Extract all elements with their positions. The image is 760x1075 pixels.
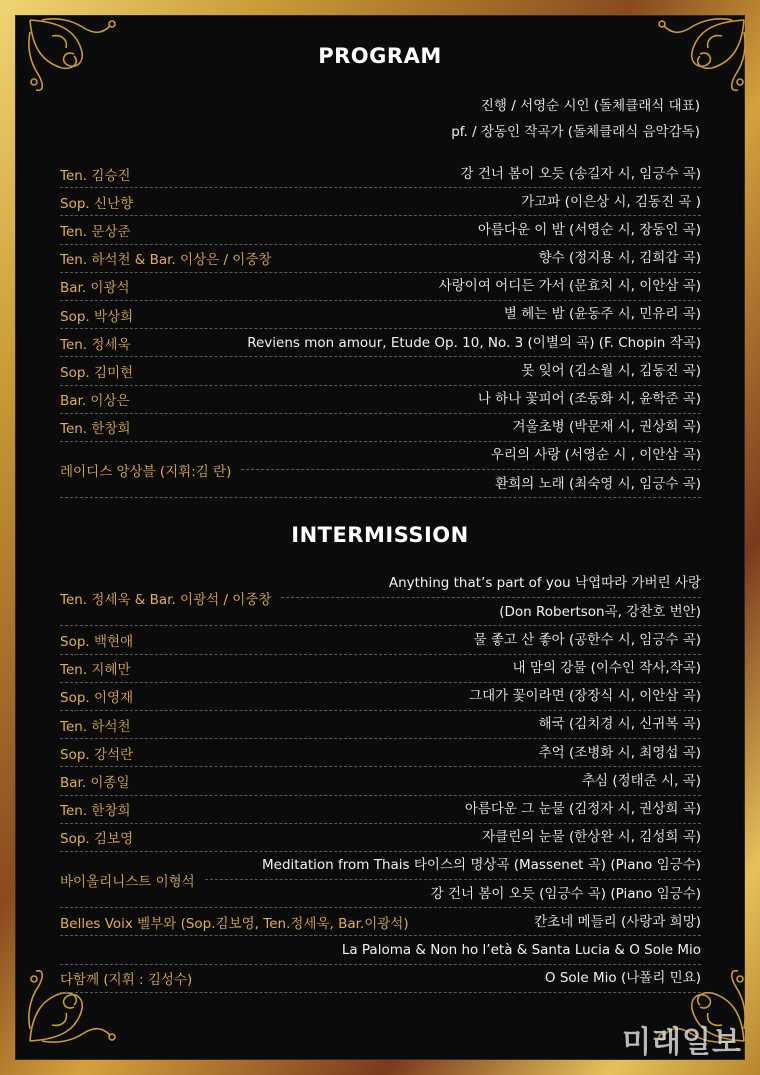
piece-title: 별 헤는 밤 (윤동주 시, 민유리 곡) (503, 306, 701, 323)
piece-list (281, 569, 701, 626)
program-row (60, 739, 701, 767)
performer-name: Ten. 하석천 (60, 718, 131, 735)
piece-list (281, 244, 701, 272)
piece-title: 추억 (조병화 시, 최영섭 곡) (538, 744, 701, 761)
performer-name: Bar. 이광석 (60, 280, 130, 297)
performer-name: Ten. 한창희 (60, 803, 131, 820)
program-row (60, 245, 701, 273)
program-row (60, 796, 701, 824)
performer-name: Ten. 정세욱 & Bar. 이광석 / 이중창 (60, 591, 272, 608)
piece-list (241, 441, 701, 498)
piece-title: 물 좋고 산 좋아 (공한수 시, 임긍수 곡) (473, 631, 701, 648)
performer-name: Sop. 강석란 (60, 746, 134, 763)
piece-title: 강 건너 봄이 오듯 (송길자 시, 임긍수 곡) (460, 165, 701, 182)
performer-name: 다함께 (지휘 : 김성수) (60, 972, 193, 989)
piece-list (143, 626, 701, 654)
piece-title: 아름다운 그 눈물 (김정자 시, 권상희 곡) (464, 801, 701, 818)
piece-list (143, 823, 701, 851)
program-title: PROGRAM (318, 44, 442, 68)
program-row (60, 570, 701, 626)
piece-list (60, 936, 701, 964)
piece-list (143, 739, 701, 767)
program-row (60, 936, 701, 964)
piece-list (143, 357, 701, 385)
newspaper-watermark: 미래일보 (622, 1025, 742, 1060)
program-row (60, 301, 701, 329)
piece-list (143, 188, 701, 216)
performer-name: Ten. 정세욱 (60, 336, 131, 353)
piece-title: 환희의 노래 (최숙영 시, 임긍수 곡) (241, 469, 701, 498)
piece-list (141, 216, 701, 244)
piece-title: 강 건너 봄이 오듯 (임긍수 곡) (Piano 임긍수) (205, 879, 701, 908)
program-row (60, 626, 701, 654)
piece-title: 칸초네 메들리 (사랑과 희망) (534, 913, 701, 930)
performer-name: Sop. 이영재 (60, 690, 134, 707)
performer-name: Ten. 김승진 (60, 167, 131, 184)
piece-title: 자클린의 눈물 (한상완 시, 김성희 곡) (482, 829, 701, 846)
program-row (60, 908, 701, 936)
host-line: 진행 / 서영순 시인 (돌체클래식 대표) (480, 98, 700, 114)
program-row (60, 824, 701, 852)
piece-list (140, 385, 701, 413)
piece-title: O Sole Mio (나폴리 민요) (544, 970, 701, 987)
piece-list (143, 682, 701, 710)
piece-title: 그대가 꽃이라면 (장장식 시, 이안삼 곡) (469, 688, 701, 705)
piece-list (141, 329, 701, 357)
program-row (60, 655, 701, 683)
program-row (60, 273, 701, 301)
program-part1-list (60, 160, 701, 498)
program-row (60, 386, 701, 414)
program-row (60, 160, 701, 188)
performer-name: Ten. 문상준 (60, 223, 131, 240)
program-row (60, 852, 701, 908)
piece-list (419, 908, 701, 936)
piece-list (143, 300, 701, 328)
program-row (60, 216, 701, 244)
piece-list (205, 851, 701, 908)
program-row (60, 965, 701, 993)
piece-list (141, 710, 701, 738)
piece-title: 우리의 사랑 (서영순 시 , 이안삼 곡) (490, 446, 701, 463)
piece-title: Anything that’s part of you 낙엽따라 가버린 사랑 (388, 575, 701, 592)
piece-title: Meditation from Thais 타이스의 명상곡 (Massenet 곡) (Piano 임긍수) (262, 856, 701, 873)
piece-title: 추심 (정태준 시, 곡) (582, 772, 701, 789)
piece-title: 사랑이여 어디든 가서 (문효치 시, 이안삼 곡) (438, 278, 701, 295)
program-row (60, 683, 701, 711)
piece-title: Reviens mon amour, Etude Op. 10, No. 3 (이별의 곡) (F. Chopin 작곡) (247, 334, 701, 351)
performer-name: Ten. 하석천 & Bar. 이상은 / 이중창 (60, 252, 272, 269)
performer-name: 바이올리니스트 이형석 (60, 873, 195, 890)
performer-name: Sop. 김미현 (60, 364, 134, 381)
piece-list (140, 767, 701, 795)
performer-name: 레이디스 앙상블 (지휘:김 란) (60, 463, 232, 480)
intermission-title: INTERMISSION (291, 523, 469, 547)
piece-title: 못 잊어 (김소월 시, 김동진 곡) (521, 362, 701, 379)
piece-list (141, 413, 701, 441)
pianist-line: pf. / 장동인 작곡가 (돌체클래식 음악감독) (451, 124, 700, 140)
performer-name: Ten. 지혜만 (60, 662, 131, 679)
program-row (60, 414, 701, 442)
program-row (60, 442, 701, 498)
program-row (60, 711, 701, 739)
performer-name: Sop. 신난향 (60, 195, 134, 212)
piece-list (140, 272, 701, 300)
program-row (60, 188, 701, 216)
piece-title: 향수 (정지용 시, 김희갑 곡) (538, 250, 701, 267)
piece-list (141, 795, 701, 823)
program-part2-list (60, 570, 701, 993)
performer-name: Belles Voix 벨부와 (Sop.김보영, Ten.정세욱, Bar.이광석) (60, 915, 409, 932)
piece-title: 내 맘의 강물 (이수인 작사,작곡) (512, 660, 701, 677)
piece-title: 아름다운 이 밤 (서영순 시, 장동인 곡) (477, 221, 701, 238)
program-row (60, 767, 701, 795)
piece-title: La Paloma & Non ho l’età & Santa Lucia & O Sole Mio (341, 941, 701, 958)
performer-name: Bar. 이상은 (60, 393, 130, 410)
performer-name: Bar. 이종일 (60, 774, 130, 791)
piece-list (141, 654, 701, 682)
program-row (60, 329, 701, 357)
piece-title: 해국 (김치경 시, 신귀복 곡) (538, 716, 701, 733)
piece-list (202, 964, 701, 992)
program-row (60, 357, 701, 385)
piece-title: 겨울초병 (박문재 시, 권상희 곡) (512, 419, 701, 436)
performer-name: Ten. 한창희 (60, 421, 131, 438)
piece-title: 나 하나 꽃피어 (조동화 시, 윤학준 곡) (477, 391, 701, 407)
performer-name: Sop. 백현애 (60, 633, 134, 650)
piece-title: 가고파 (이은상 시, 김동진 곡 ) (521, 193, 701, 210)
piece-list (141, 160, 701, 188)
performer-name: Sop. 김보영 (60, 831, 134, 848)
performer-name: Sop. 박상희 (60, 308, 134, 325)
piece-title: (Don Robertson곡, 강찬호 번안) (281, 597, 701, 626)
